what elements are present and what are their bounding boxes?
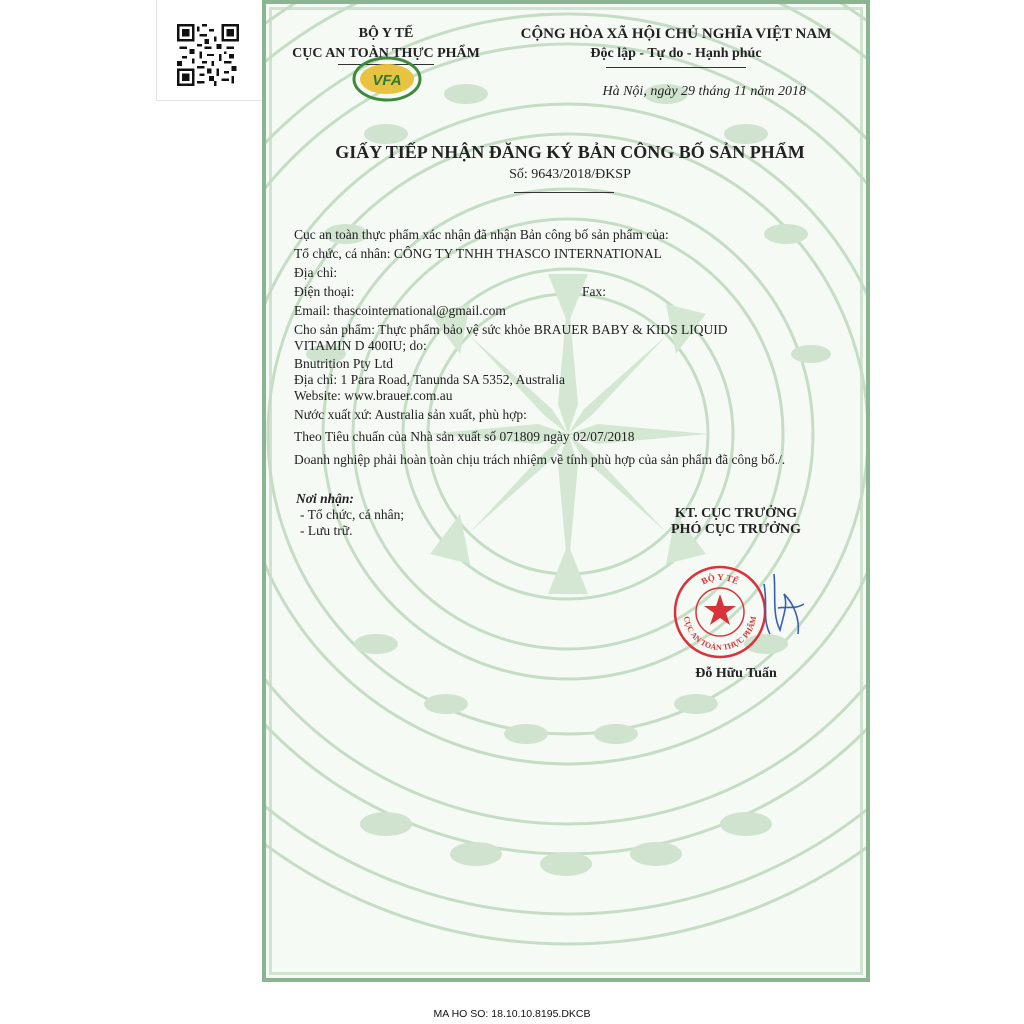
- signer-name: Đỗ Hữu Tuấn: [695, 666, 777, 681]
- country-name: CỘNG HÒA XÃ HỘI CHỦ NGHĨA VIỆT NAM: [520, 26, 832, 42]
- manufacturer-name: Bnutrition Pty Ltd: [294, 356, 394, 371]
- registration-number: Số: 9643/2018/ĐKSP: [509, 167, 631, 182]
- agency-name: CỤC AN TOÀN THỰC PHẨM: [292, 46, 480, 61]
- qr-code-icon: [177, 24, 239, 86]
- ministry-name: BỘ Y TẾ: [358, 26, 414, 41]
- manufacturer-website: Website: www.brauer.com.au: [294, 388, 453, 403]
- document-title: GIẤY TIẾP NHẬN ĐĂNG KÝ BẢN CÔNG BỐ SẢN PHẨM: [335, 142, 805, 162]
- title-underline: [514, 192, 614, 193]
- address-label: Địa chỉ:: [294, 265, 338, 280]
- recipients-title: Nơi nhận:: [296, 491, 354, 506]
- responsibility-line: Doanh nghiệp phải hoàn toàn chịu trách nhiệm về tính phù hợp của sản phẩm đã công bố./.: [294, 452, 786, 467]
- svg-text:BỘ Y TẾ: BỘ Y TẾ: [699, 571, 741, 587]
- email-line: Email: thascointernational@gmail.com: [294, 303, 506, 318]
- svg-text:CỤC AN TOÀN THỰC PHẨM: CỤC AN TOÀN THỰC PHẨM: [682, 615, 759, 653]
- origin-line: Nước xuất xứ: Australia sản xuất, phù hợp:: [294, 407, 527, 422]
- vfa-logo: [352, 56, 422, 102]
- national-motto: Độc lập - Tự do - Hạnh phúc: [590, 46, 762, 61]
- recipient-archive: - Lưu trữ.: [300, 523, 353, 538]
- motto-underline: [606, 67, 746, 68]
- product-line: Cho sản phẩm: Thực phẩm bảo vệ sức khỏe BRAUER BABY & KIDS LIQUID: [294, 322, 728, 337]
- vfa-logo-text: VFA: [372, 72, 402, 89]
- standard-line: Theo Tiêu chuẩn của Nhà sản xuất số 071809 ngày 02/07/2018: [294, 429, 635, 444]
- qr-code-box: [156, 0, 264, 101]
- organization-line: Tổ chức, cá nhân: CÔNG TY TNHH THASCO INTERNATIONAL: [294, 246, 662, 261]
- signer-position: PHÓ CỤC TRƯỞNG: [671, 522, 801, 537]
- manufacturer-address: Địa chỉ: 1 Para Road, Tanunda SA 5352, Australia: [294, 372, 566, 387]
- phone-label: Điện thoại:: [294, 284, 355, 299]
- handwritten-signature: [754, 564, 814, 644]
- recipient-organization: - Tổ chức, cá nhân;: [300, 507, 405, 522]
- signer-role: KT. CỤC TRƯỞNG: [674, 506, 798, 521]
- certificate-document: [262, 0, 870, 982]
- issue-date: Hà Nội, ngày 29 tháng 11 năm 2018: [602, 84, 806, 99]
- dossier-code: MA HO SO: 18.10.10.8195.DKCB: [433, 1008, 591, 1020]
- product-line-continued: VITAMIN D 400IU; do:: [294, 338, 427, 353]
- confirmation-line: Cục an toàn thực phẩm xác nhận đã nhận Bản công bố sản phẩm của:: [294, 227, 669, 242]
- fax-label: Fax:: [582, 284, 607, 299]
